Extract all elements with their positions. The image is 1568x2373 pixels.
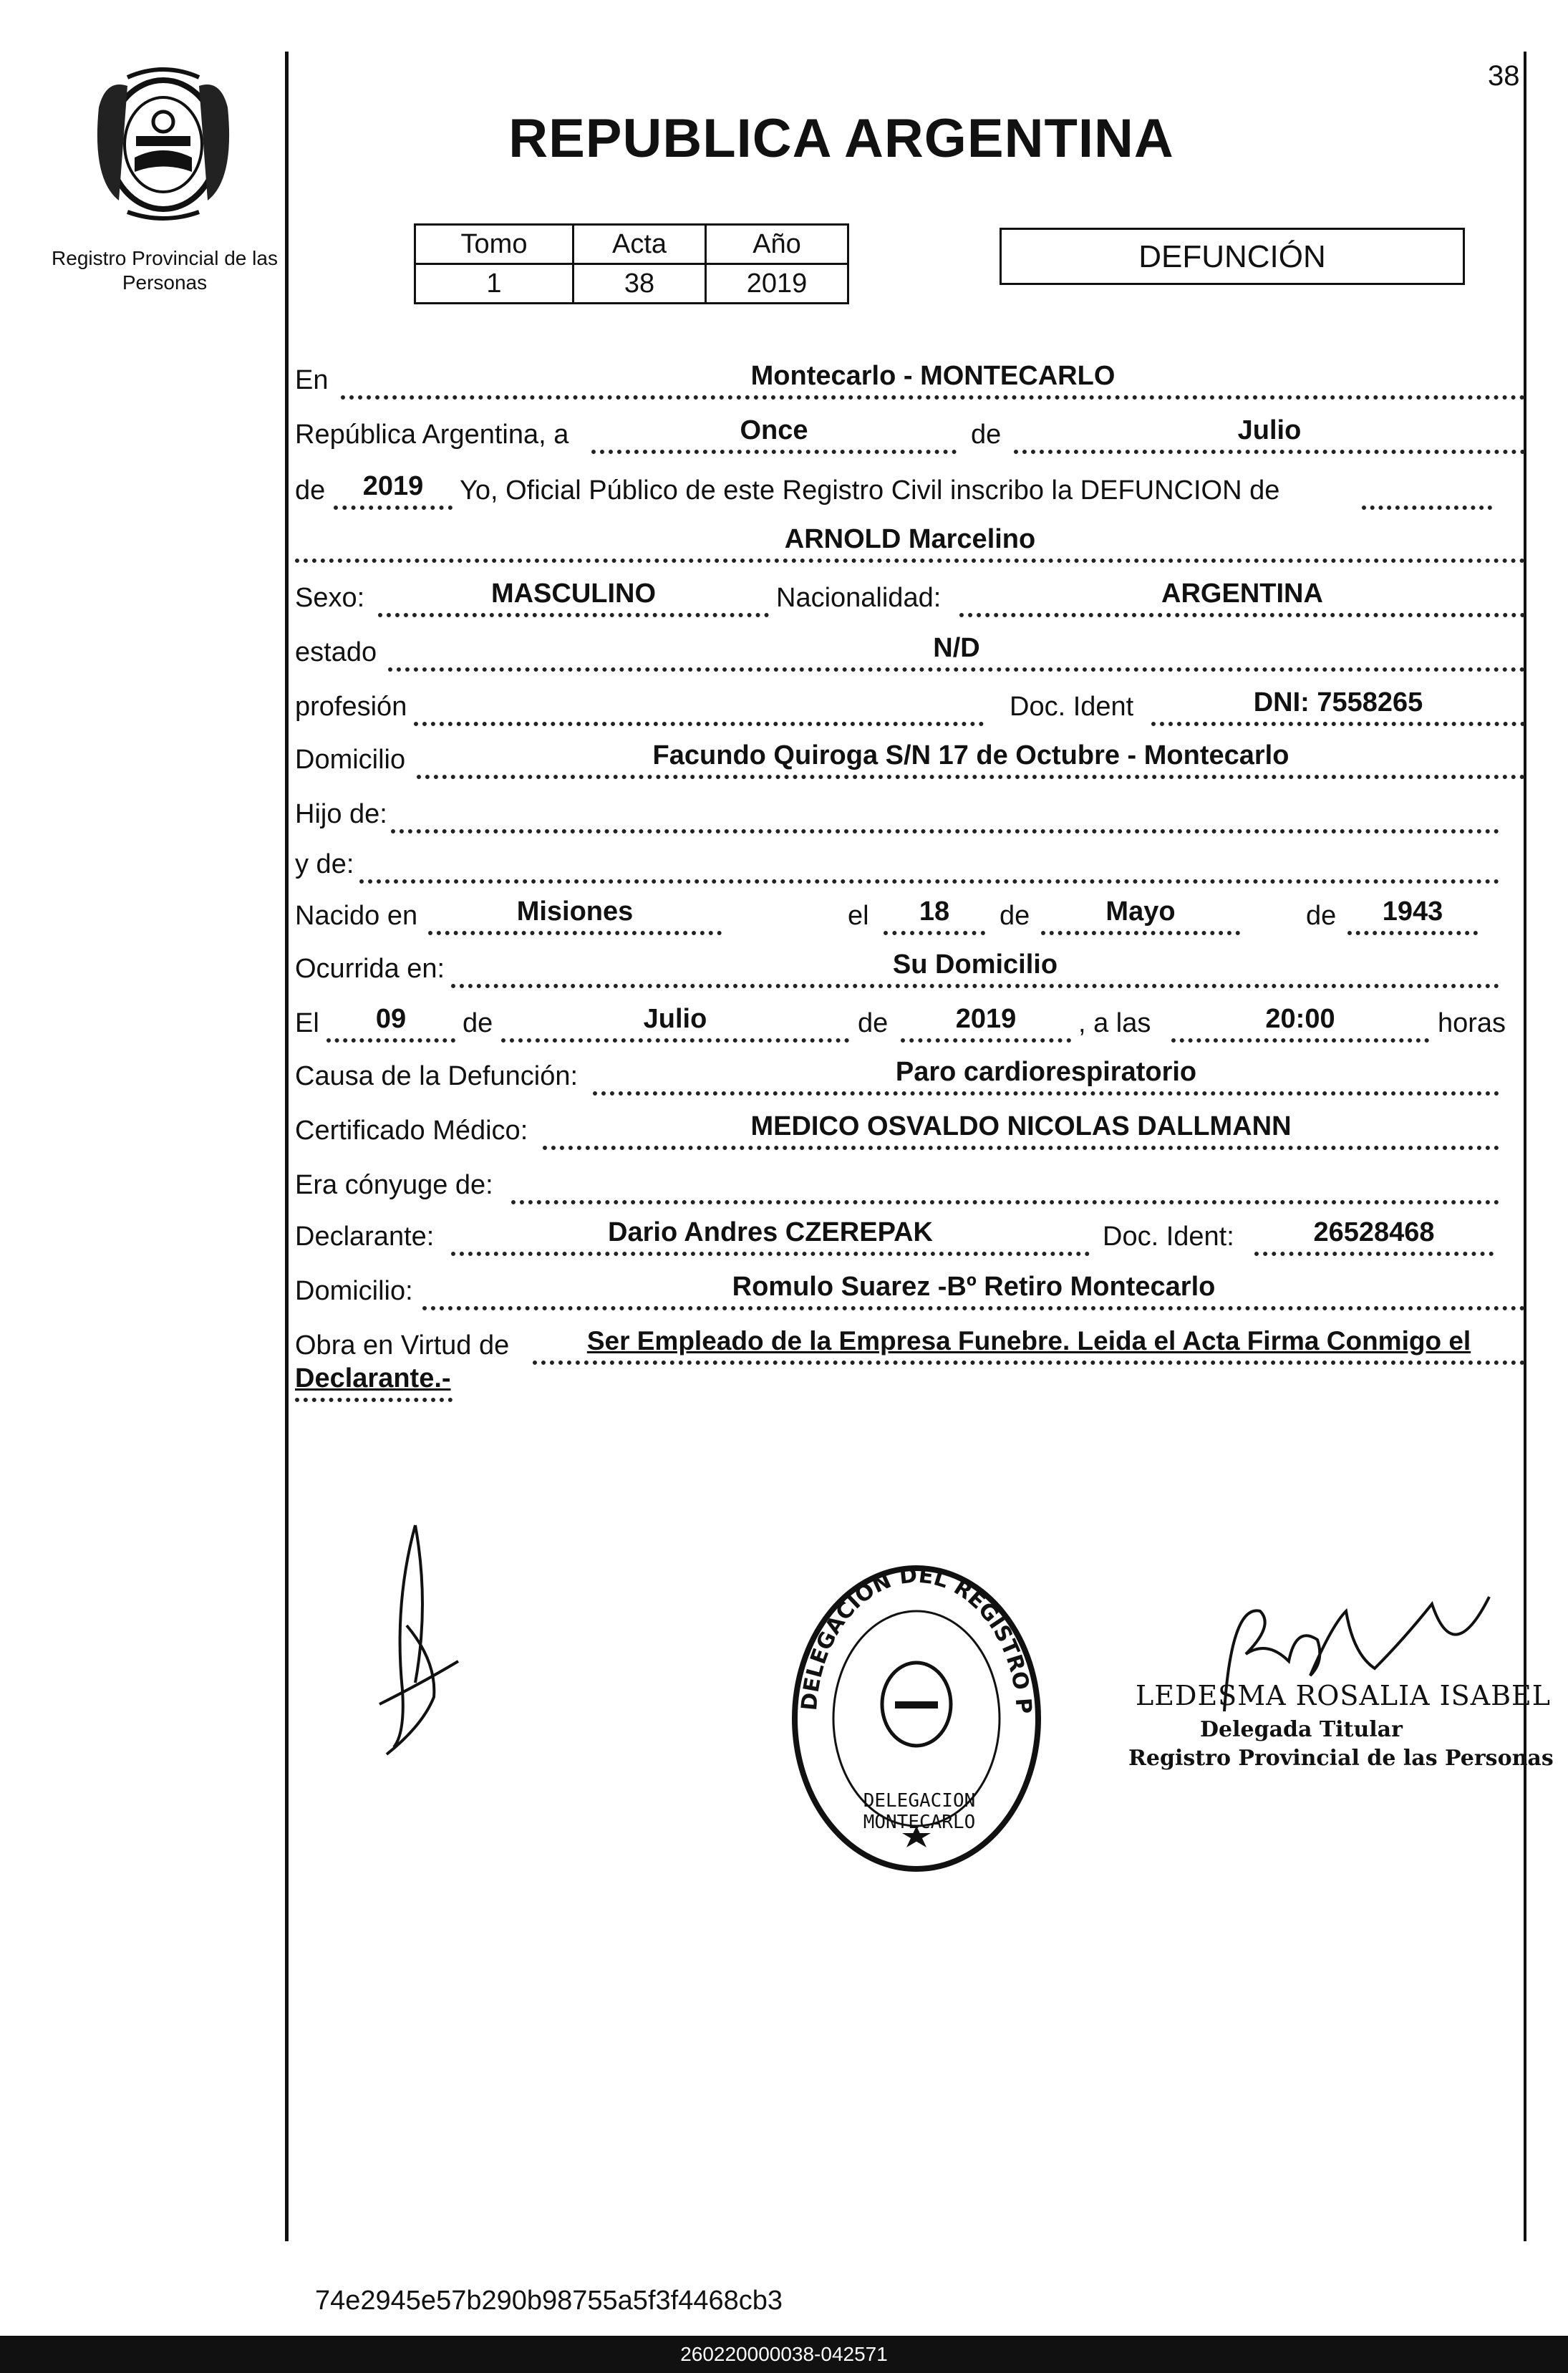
- row-causa: [295, 1057, 1525, 1097]
- fall-dia-field: 09: [326, 1004, 455, 1043]
- nac-mes-field: Mayo: [1041, 896, 1240, 935]
- tomo-value: 1: [415, 264, 574, 304]
- row-fecha: [295, 415, 1525, 455]
- domicilio2-label: Domicilio:: [295, 1276, 413, 1306]
- row-nacido: [295, 896, 1525, 937]
- doc2-label: Doc. Ident:: [1103, 1222, 1234, 1252]
- obra-field: Ser Empleado de la Empresa Funebre. Leida el Acta Firma Conmigo el: [533, 1326, 1525, 1365]
- acta-value: 38: [574, 264, 706, 304]
- yo-text: Yo, Oficial Público de este Registro Civil inscribo la DEFUNCION de: [460, 475, 1280, 506]
- obra-label: Obra en Virtud de: [295, 1330, 510, 1361]
- doc2-field: 26528468: [1254, 1217, 1494, 1256]
- row-obra2: [295, 1363, 1525, 1403]
- stamp-inner-text: DELEGACION MONTECARLO: [863, 1790, 976, 1833]
- fall-anio-field: 2019: [901, 1004, 1071, 1043]
- causa-label: Causa de la Defunción:: [295, 1061, 579, 1091]
- estado-label: estado: [295, 637, 377, 667]
- nacido-en-field: Misiones: [428, 896, 722, 935]
- conyuge-label: Era cónyuge de:: [295, 1170, 493, 1200]
- anio-field: 2019: [334, 471, 453, 510]
- document-hash: 74e2945e57b290b98755a5f3f4468cb3: [315, 2286, 783, 2316]
- causa-field: Paro cardiorespiratorio: [593, 1057, 1499, 1096]
- lugar-field: Montecarlo - MONTECARLO: [341, 361, 1525, 400]
- conyuge-field: [511, 1166, 1499, 1204]
- ocurrida-label: Ocurrida en:: [295, 954, 445, 984]
- page-title: REPUBLICA ARGENTINA: [508, 108, 1174, 169]
- obra-field-line2: Declarante.-: [295, 1363, 453, 1402]
- row-nombre: [295, 524, 1525, 564]
- fall-mes-field: Julio: [501, 1004, 849, 1043]
- declarant-signature: [365, 1518, 480, 1761]
- row-sexo: [295, 579, 1525, 619]
- sexo-field: MASCULINO: [378, 579, 769, 617]
- horas-label: horas: [1438, 1008, 1506, 1038]
- de-label: de: [971, 420, 1002, 450]
- de-label: de: [858, 1008, 889, 1038]
- hora-field: 20:00: [1171, 1004, 1429, 1043]
- row-en: [295, 361, 1525, 401]
- certificado-label: Certificado Médico:: [295, 1116, 528, 1146]
- profesion-field: [414, 687, 984, 726]
- nacionalidad-label: Nacionalidad:: [776, 583, 942, 613]
- profesion-label: profesión: [295, 692, 407, 722]
- estado-field: N/D: [388, 633, 1525, 672]
- row-declarante: [295, 1217, 1525, 1257]
- official-stamp: [788, 1561, 1045, 1876]
- yde-field: [359, 845, 1499, 884]
- row-anio: [295, 471, 1525, 511]
- row-fallecimiento: [295, 1004, 1525, 1044]
- svg-text:DELEGACION DEL REGISTRO PROVIN: [788, 1561, 1036, 1715]
- nac-anio-field: 1943: [1347, 896, 1478, 935]
- domicilio-field: Facundo Quiroga S/N 17 de Octubre - Montecarlo: [417, 740, 1525, 779]
- de-label: de: [295, 475, 326, 506]
- de-label: de: [463, 1008, 493, 1038]
- republica-label: República Argentina, a: [295, 420, 569, 450]
- registry-label: Registro Provincial de las Personas: [52, 247, 278, 294]
- left-margin-rule: [285, 52, 289, 2241]
- row-yde: [295, 845, 1525, 885]
- table-row: [415, 225, 848, 264]
- doc-type-box: DEFUNCIÓN: [1000, 228, 1465, 285]
- hijo-label: Hijo de:: [295, 799, 387, 829]
- table-row: [415, 264, 848, 304]
- doc-field: DNI: 7558265: [1151, 687, 1525, 726]
- declarante-label: Declarante:: [295, 1222, 435, 1252]
- row-domicilio: [295, 740, 1525, 780]
- row-certificado: [295, 1111, 1525, 1151]
- el-label: el: [848, 901, 869, 931]
- page-number: 38: [1488, 60, 1520, 92]
- barcode-strip: 260220000038-042571: [0, 2336, 1568, 2373]
- de-label: de: [1306, 901, 1337, 931]
- row-obra: [295, 1326, 1525, 1366]
- nombre-field: ARNOLD Marcelino: [295, 524, 1525, 563]
- defuncion-of-field: [1362, 471, 1492, 510]
- acta-table: [414, 223, 849, 304]
- nac-dia-field: 18: [884, 896, 985, 935]
- row-hijo: [295, 795, 1525, 835]
- domicilio2-field: Romulo Suarez -Bº Retiro Montecarlo: [422, 1272, 1525, 1310]
- signatory-org: Registro Provincial de las Personas: [1128, 1746, 1554, 1771]
- row-ocurrida: [295, 949, 1525, 990]
- doc-label: Doc. Ident: [1010, 692, 1134, 722]
- signatory-role: Delegada Titular: [1200, 1717, 1403, 1742]
- alas-label: , a las: [1078, 1008, 1151, 1038]
- row-conyuge: [295, 1166, 1525, 1206]
- anio-header: Año: [706, 225, 848, 264]
- acta-header: Acta: [574, 225, 706, 264]
- domicilio-label: Domicilio: [295, 745, 406, 775]
- declarante-field: Dario Andres CZEREPAK: [451, 1217, 1090, 1256]
- row-estado: [295, 633, 1525, 673]
- row-profesion: [295, 687, 1525, 728]
- de-label: de: [1000, 901, 1030, 931]
- row-domicilio2: [295, 1272, 1525, 1312]
- ocurrida-field: Su Domicilio: [451, 949, 1499, 988]
- tomo-header: Tomo: [415, 225, 574, 264]
- dia-field: Once: [591, 415, 957, 454]
- nacionalidad-field: ARGENTINA: [959, 579, 1525, 617]
- certificado-field: MEDICO OSVALDO NICOLAS DALLMANN: [543, 1111, 1499, 1150]
- signatory-name: LEDESMA ROSALIA ISABEL: [1136, 1680, 1552, 1711]
- mes-field: Julio: [1014, 415, 1525, 454]
- sexo-label: Sexo:: [295, 583, 365, 613]
- stamp-outer-text: DELEGACION DEL REGISTRO P: [797, 1562, 1037, 1715]
- el-label: El: [295, 1008, 319, 1038]
- anio-value: 2019: [706, 264, 848, 304]
- hijo-field: [391, 795, 1499, 833]
- en-label: En: [295, 365, 329, 395]
- nacido-label: Nacido en: [295, 901, 418, 931]
- yde-label: y de:: [295, 849, 354, 879]
